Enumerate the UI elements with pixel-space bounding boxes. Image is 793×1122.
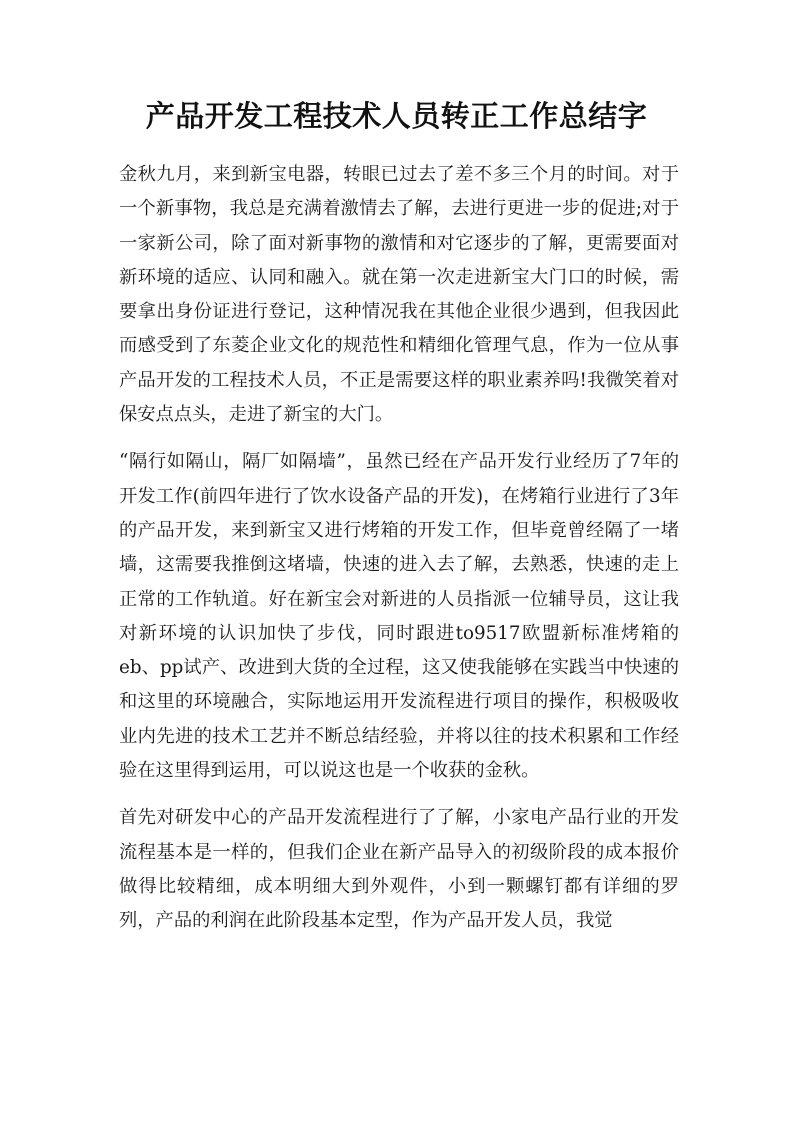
paragraph-2: “隔行如隔山，隔厂如隔墙”，虽然已经在产品开发行业经历了7年的开发工作(前四年进行了饮水设备产品的开发)，在烤箱行业进行了3年的产品开发，来到新宝又进行烤箱的开发工作，但毕竟曾经隔了一堵墙，这需要我推倒这堵墙，快速的进入去了解，去熟悉，快速的走上正常的工作轨道。好在新宝会对新进的人员指派一位辅导员，这让我对新环境的认识加快了步伐，同时跟进to9517欧盟新标准烤箱的eb、pp试产、改进到大货的全过程，这又使我能够在实践当中快速的和这里的环境融合，实际地运用开发流程进行项目的操作，积极吸收业内先进的技术工艺并不断总结经验，并将以往的技术积累和工作经验在这里得到运用，可以说这也是一个收获的金秋。 bbox=[119, 451, 679, 782]
paragraph-3: 首先对研发中心的产品开发流程进行了了解，小家电产品行业的开发流程基本是一样的，但我们企业在新产品导入的初级阶段的成本报价做得比较精细，成本明细大到外观件，小到一颗螺钉都有详细的罗列，产品的利润在此阶段基本定型，作为产品开发人员，我觉 bbox=[119, 807, 679, 932]
document-title: 产品开发工程技术人员转正工作总结字 bbox=[145, 99, 648, 133]
document-body bbox=[119, 158, 679, 952]
paragraph-1: 金秋九月，来到新宝电器，转眼已过去了差不多三个月的时间。对于一个新事物，我总是充满着激情去了解，去进行更进一步的促进;对于一家新公司，除了面对新事物的激情和对它逐步的了解，更需要面对新环境的适应、认同和融入。就在第一次走进新宝大门口的时候，需要拿出身份证进行登记，这种情况我在其他企业很少遇到，但我因此而感受到了东菱企业文化的规范性和精细化管理气息，作为一位从事产品开发的工程技术人员，不正是需要这样的职业素养吗!我微笑着对保安点点头，走进了新宝的大门。 bbox=[119, 164, 679, 426]
